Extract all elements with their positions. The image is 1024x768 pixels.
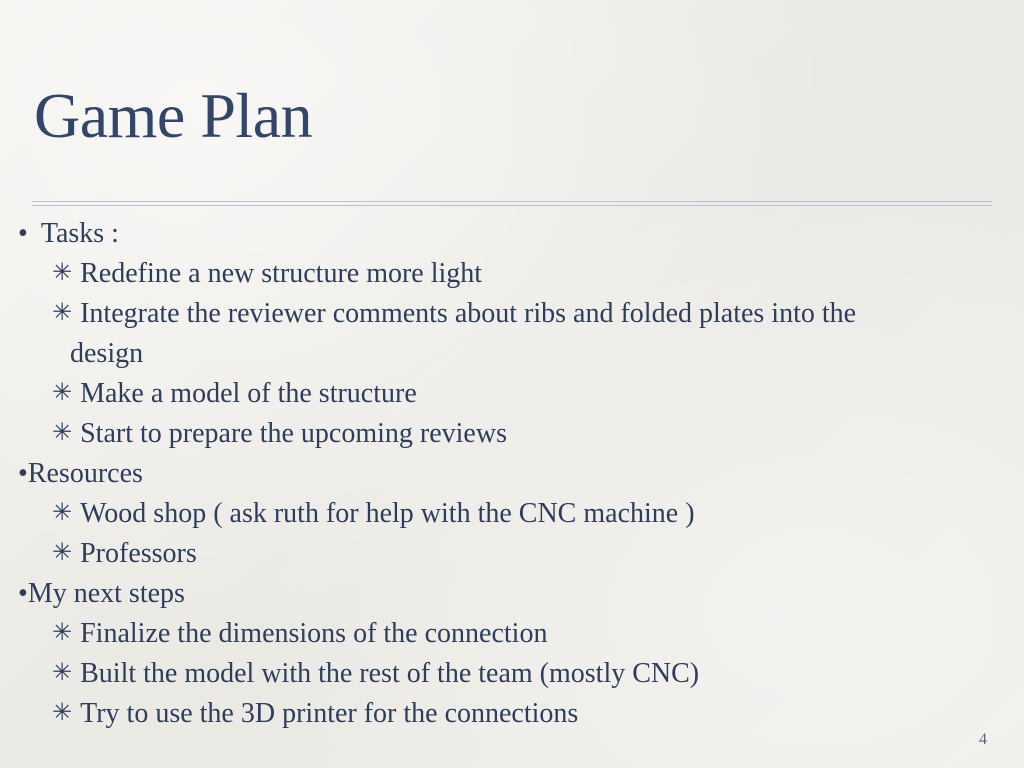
title-divider — [32, 201, 992, 206]
page-number: 4 — [979, 731, 987, 748]
asterisk-star-icon: ✳ — [52, 418, 73, 446]
bullet-heading: My next steps — [27, 578, 185, 609]
sub-bullet-text: Built the model with the rest of the team (mostly CNC) — [80, 658, 700, 689]
sub-bullet-text: Wood shop ( ask ruth for help with the CNC machine ) — [80, 498, 695, 529]
sub-bullet-continuation — [70, 334, 143, 374]
page-title: Game Plan — [34, 80, 313, 151]
bullet-dot-icon: • — [18, 578, 28, 609]
asterisk-star-icon: ✳ — [52, 698, 73, 726]
bullet-next-steps — [18, 574, 185, 614]
asterisk-star-icon: ✳ — [52, 498, 73, 526]
sub-bullet — [52, 534, 197, 574]
sub-bullet-text: design — [70, 338, 144, 369]
sub-bullet — [52, 374, 417, 414]
asterisk-star-icon: ✳ — [52, 658, 73, 686]
asterisk-star-icon: ✳ — [52, 378, 73, 406]
asterisk-star-icon: ✳ — [52, 258, 73, 286]
sub-bullet-text: Start to prepare the upcoming reviews — [80, 418, 507, 449]
bullet-heading: Tasks : — [40, 218, 119, 249]
sub-bullet — [52, 414, 507, 454]
sub-bullet — [52, 294, 856, 334]
sub-bullet — [52, 694, 578, 734]
sub-bullet — [52, 254, 482, 294]
bullet-tasks — [18, 214, 119, 254]
sub-bullet-text: Try to use the 3D printer for the connections — [80, 698, 579, 729]
bullet-resources — [18, 454, 143, 494]
asterisk-star-icon: ✳ — [52, 618, 73, 646]
sub-bullet-text: Make a model of the structure — [80, 378, 417, 409]
sub-bullet-text: Redefine a new structure more light — [80, 258, 483, 289]
sub-bullet-text: Integrate the reviewer comments about ribs and folded plates into the — [80, 298, 857, 329]
asterisk-star-icon: ✳ — [52, 298, 73, 326]
bullet-dot-icon: • — [18, 218, 28, 249]
sub-bullet — [52, 654, 699, 694]
bullet-dot-icon: • — [18, 458, 28, 489]
sub-bullet — [52, 494, 695, 534]
bullet-heading: Resources — [27, 458, 143, 489]
asterisk-star-icon: ✳ — [52, 538, 73, 566]
sub-bullet — [52, 614, 547, 654]
sub-bullet-text: Finalize the dimensions of the connection — [80, 618, 548, 649]
sub-bullet-text: Professors — [80, 538, 197, 569]
